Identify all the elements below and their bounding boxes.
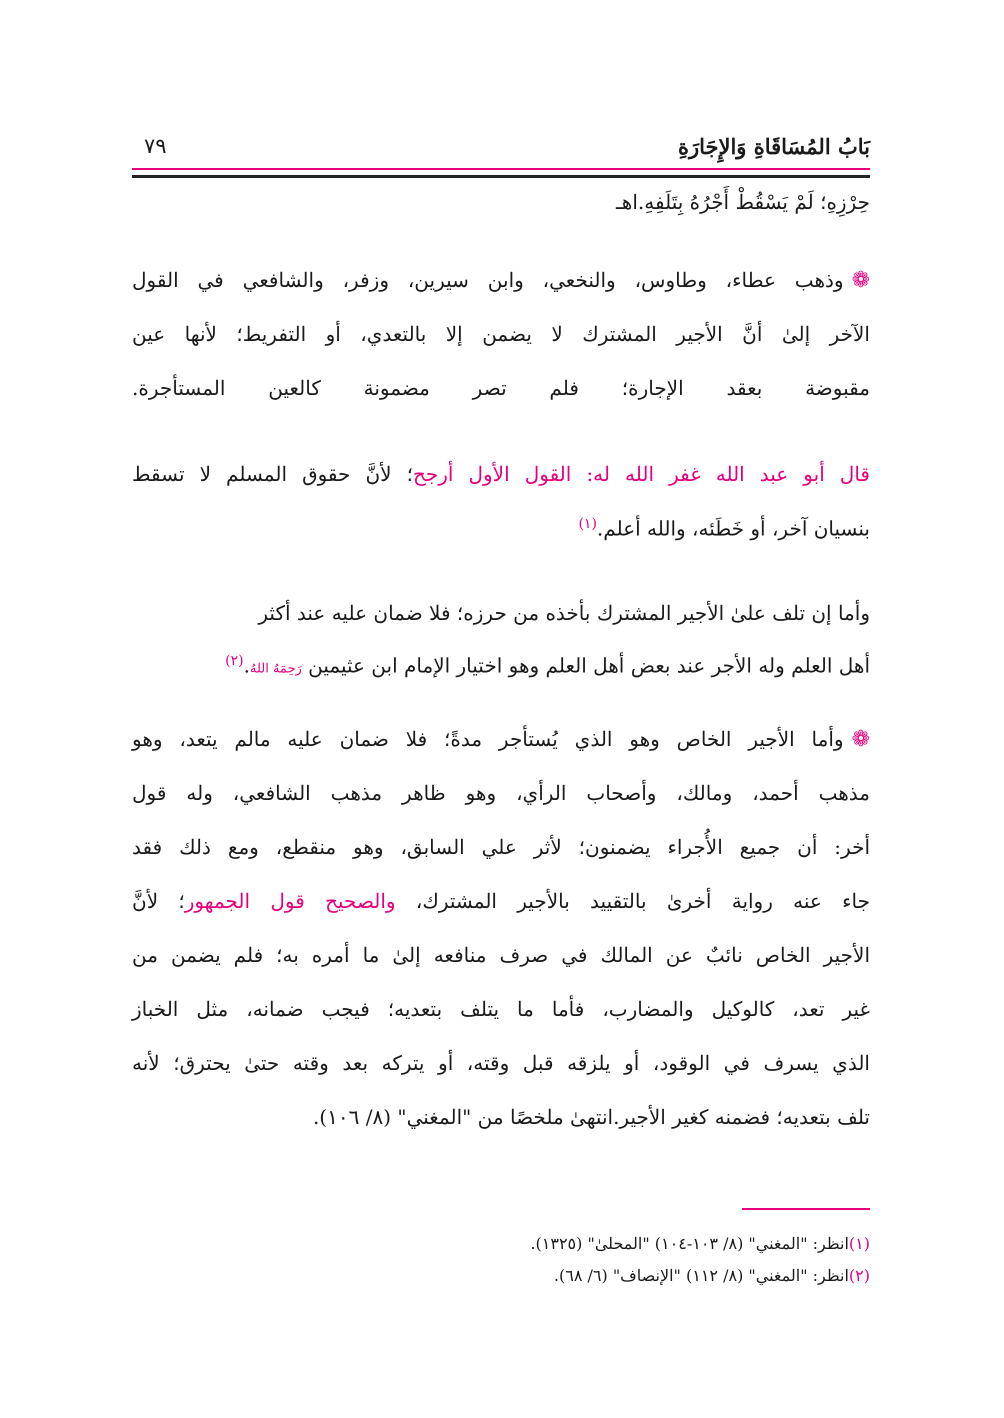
footnote-ref: (٢) [225, 653, 244, 669]
footnote-separator [742, 1208, 870, 1210]
text-line: تلف بتعديه؛ فضمنه كغير الأجير.انتهىٰ ملخصًا من "المغني" (٨/ ١٠٦). [312, 1105, 870, 1129]
text-line: الذي يسرف في الوقود، أو يلزقه قبل وقته، أو يتركه بعد وقته حتىٰ يحترق؛ لأنه [132, 1051, 870, 1075]
text-line: الآخر إلىٰ أنَّ الأجير المشترك لا يضمن إلا بالتعدي، أو التفريط؛ لأنها عين [132, 322, 870, 346]
text-line: جاء عنه رواية أخرىٰ بالتقييد بالأجير المشترك، والصحيح قول الجمهور؛ لأنَّ [132, 889, 871, 913]
text-line: بنسيان آخر، أو خَطَئه، والله أعلم.$^{(١)}$ [578, 516, 870, 541]
preferred-opinion: القول الأول أرجح [412, 462, 572, 486]
honorific: رَحِمَهُ اللهُ [249, 661, 302, 677]
text-line: ❁وأما الأجير الخاص وهو الذي يُستأجر مدةً؛ فلا ضمان عليه مالم يتعد، وهو [132, 727, 870, 752]
page-number: ٧٩ [144, 134, 167, 158]
text-line: مقبوضة بعقد الإجارة؛ فلم تصر مضمونة كالعين المستأجرة. [132, 376, 870, 400]
text-line: وأما إن تلف علىٰ الأجير المشترك بأخذه من حرزه؛ فلا ضمان عليه عند أكثر [258, 601, 870, 625]
text-line: ❁وذهب عطاء، وطاوس، والنخعي، وابن سيرين، وزفر، والشافعي في القول [132, 268, 870, 293]
text-line: مذهب أحمد، ومالك، وأصحاب الرأي، وهو ظاهر مذهب الشافعي، وله قول [132, 781, 870, 805]
text-line: غير تعد، كالوكيل والمضارب، فأما ما يتلف بتعديه؛ فيجب ضمانه، مثل الخباز [132, 997, 870, 1021]
text-line: الأجير الخاص نائبٌ عن المالك في صرف منافعه إلىٰ ما أمره به؛ فلم يضمن من [132, 943, 870, 967]
header-rule-black [132, 175, 870, 178]
flower-ornament-icon: ❁ [851, 268, 870, 293]
chapter-title: بَابُ المُسَاقَاةِ وَالإِجَارَةِ [677, 134, 870, 159]
text-line: حِرْزِهِ؛ لَمْ يَسْقُطْ أَجْرُهُ بِتَلَفِهِ.اهـ [615, 190, 870, 214]
header-rule-magenta [132, 168, 870, 170]
text-line: أخر: أن جميع الأُجراء يضمنون؛ لأثر علي السابق، وهو منقطع، ومع ذلك فقد [132, 835, 870, 859]
author-label: قال أبو عبد الله غفر الله له: [586, 462, 870, 486]
footnote-2: (٢)انظر: "المغني" (٨/ ١١٢) "الإنصاف" (٦/ ٦٨). [553, 1266, 870, 1285]
text-line: قال أبو عبد الله غفر الله له: القول الأول أرجح؛ لأنَّ حقوق المسلم لا تسقط [132, 462, 870, 486]
majority-opinion: والصحيح قول الجمهور [184, 889, 396, 913]
footnote-ref: (١) [578, 516, 597, 532]
footnote-1: (١)انظر: "المغني" (٨/ ١٠٣-١٠٤) "المحلىٰ" (١٣٢٥). [530, 1234, 870, 1253]
text-line: أهل العلم وله الأجر عند بعض أهل العلم وهو اختيار الإمام ابن عثيمين رَحِمَهُ اللهُ.$^{(٢)}$ [225, 653, 870, 678]
running-header [132, 128, 870, 168]
flower-ornament-icon: ❁ [851, 727, 870, 752]
